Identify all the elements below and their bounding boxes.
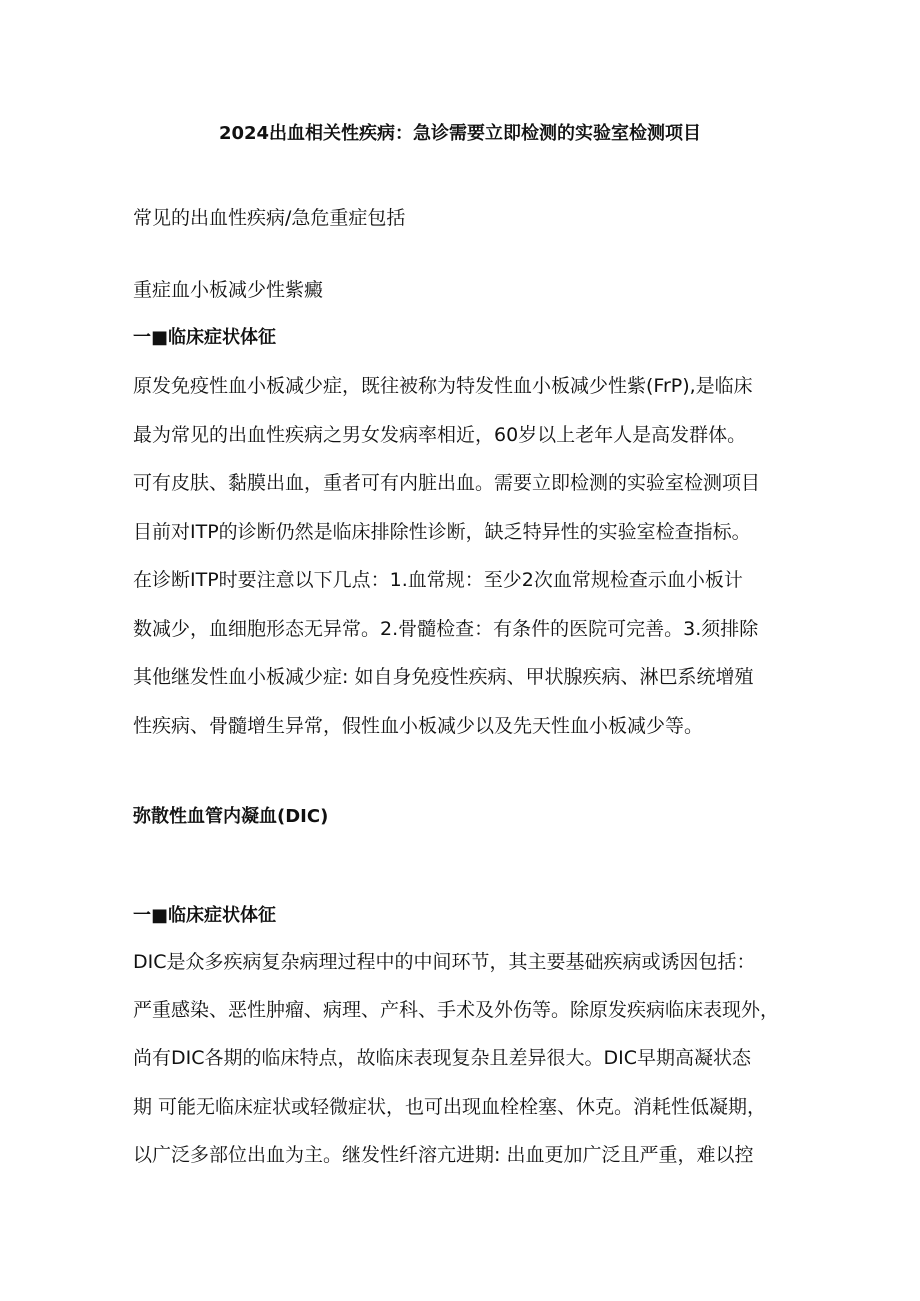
- section2-paragraph: [133, 948, 813, 1189]
- paragraph-line: 尚有DIC各期的临床特点，故临床表现复杂且差异很大。DIC早期高凝状态: [133, 1047, 752, 1070]
- paragraph-line: 性疾病、骨髓增生异常，假性血小板减少以及先天性血小板减少等。: [133, 714, 704, 737]
- paragraph-line: 目前对ITP的诊断仍然是临床排除性诊断，缺乏特异性的实验室检查指标。: [133, 520, 751, 543]
- paragraph-line: DIC是众多疾病复杂病理过程中的中间环节，其主要基础疾病或诱因包括：: [133, 951, 756, 973]
- paragraph-line: 其他继发性血小板减少症: 如自身免疫性疾病、甲状腺疾病、淋巴系统增殖: [133, 666, 754, 688]
- document-title: 2024出血相关性疾病：急诊需要立即检测的实验室检测项目: [218, 123, 702, 144]
- paragraph-line: 原发免疫性血小板减少症，既往被称为特发性血小板减少性紫(FrP),是临床: [133, 375, 753, 397]
- paragraph-line: 数减少，血细胞形态无异常。2.骨髓检查：有条件的医院可完善。3.须排除: [133, 617, 759, 640]
- paragraph-line: 期 可能无临床症状或轻微症状，也可出现血栓栓塞、休克。消耗性低凝期，: [133, 1095, 767, 1118]
- section1-subheading: 一■临床症状体征: [133, 327, 277, 348]
- section2-name: 弥散性血管内凝血(DIC): [133, 806, 329, 827]
- paragraph-line: 最为常见的出血性疾病之男女发病率相近，60岁以上老年人是高发群体。: [133, 423, 747, 446]
- paragraph-line: 在诊断ITP时要注意以下几点：1.血常规：至少2次血常规检查示血小板计: [133, 569, 743, 591]
- section2-subheading: 一■临床症状体征: [133, 905, 277, 926]
- paragraph-line: 严重感染、恶性肿瘤、病理、产科、手术及外伤等。除原发疾病临床表现外，: [133, 999, 780, 1022]
- intro-text: 常见的出血性疾病/急危重症包括: [133, 207, 406, 229]
- paragraph-line: 以广泛多部位出血为主。继发性纤溶亢进期: 出血更加广泛且严重，难以控: [133, 1143, 754, 1166]
- section1-name: 重症血小板减少性紫癜: [133, 279, 324, 301]
- paragraph-line: 可有皮肤、黏膜出血，重者可有内脏出血。需要立即检测的实验室检测项目: [133, 472, 761, 494]
- section1-paragraph: [133, 372, 813, 760]
